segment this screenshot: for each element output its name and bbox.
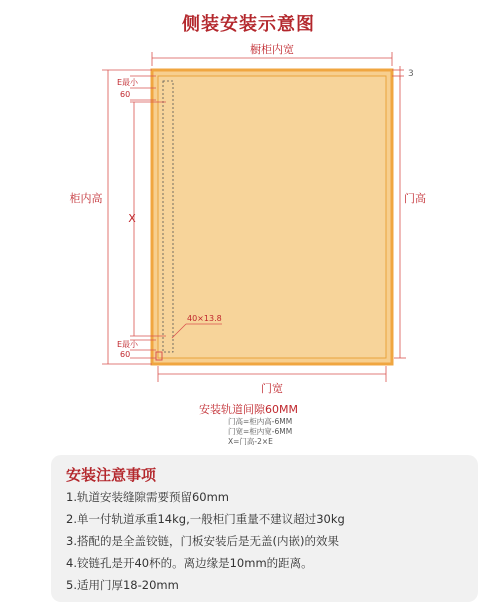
sixty-top-label: 60 [120, 90, 131, 99]
sixty-bottom-label: 60 [120, 350, 131, 359]
x-label: X [128, 212, 136, 225]
page-title: 侧装安装示意图 [182, 14, 315, 35]
e-min-bottom-label: E最小 [117, 340, 139, 349]
formula-door-height: 门高=柜内高-6MM [228, 417, 293, 426]
note-item: 2.单一付轨道承重14kg,一般柜门重量不建议超过30kg [66, 512, 345, 526]
note-item: 4.铰链孔是开40杯的。离边缘是10mm的距离。 [66, 556, 313, 570]
rail-gap-title: 安装轨道间隙60MM [199, 403, 298, 416]
inner-height-dimension [102, 70, 152, 364]
cabinet-inner-width-label: 橱柜内宽 [250, 43, 294, 56]
cabinet-inner-height-label: 柜内高 [69, 192, 103, 205]
door-height-label: 门高 [404, 192, 426, 205]
note-item: 3.搭配的是全盖铰链，门板安装后是无盖(内嵌)的效果 [66, 534, 339, 548]
e-min-top-label: E最小 [117, 78, 139, 87]
formula-door-width: 门宽=柜内宽-6MM [228, 427, 293, 436]
notes-panel [51, 455, 478, 602]
door-width-dimension [158, 366, 386, 382]
formula-x: X=门高-2×E [228, 437, 273, 446]
hinge-size-label: 40×13.8 [187, 314, 222, 323]
notes-title: 安装注意事项 [66, 466, 157, 484]
gap-marker [392, 66, 404, 80]
gap-value: 3 [408, 69, 414, 79]
door-height-dimension [394, 76, 406, 358]
door-width-label: 门宽 [261, 382, 283, 395]
note-item: 5.适用门厚18-20mm [66, 578, 179, 592]
note-item: 1.轨道安装缝隙需要预留60mm [66, 490, 230, 504]
